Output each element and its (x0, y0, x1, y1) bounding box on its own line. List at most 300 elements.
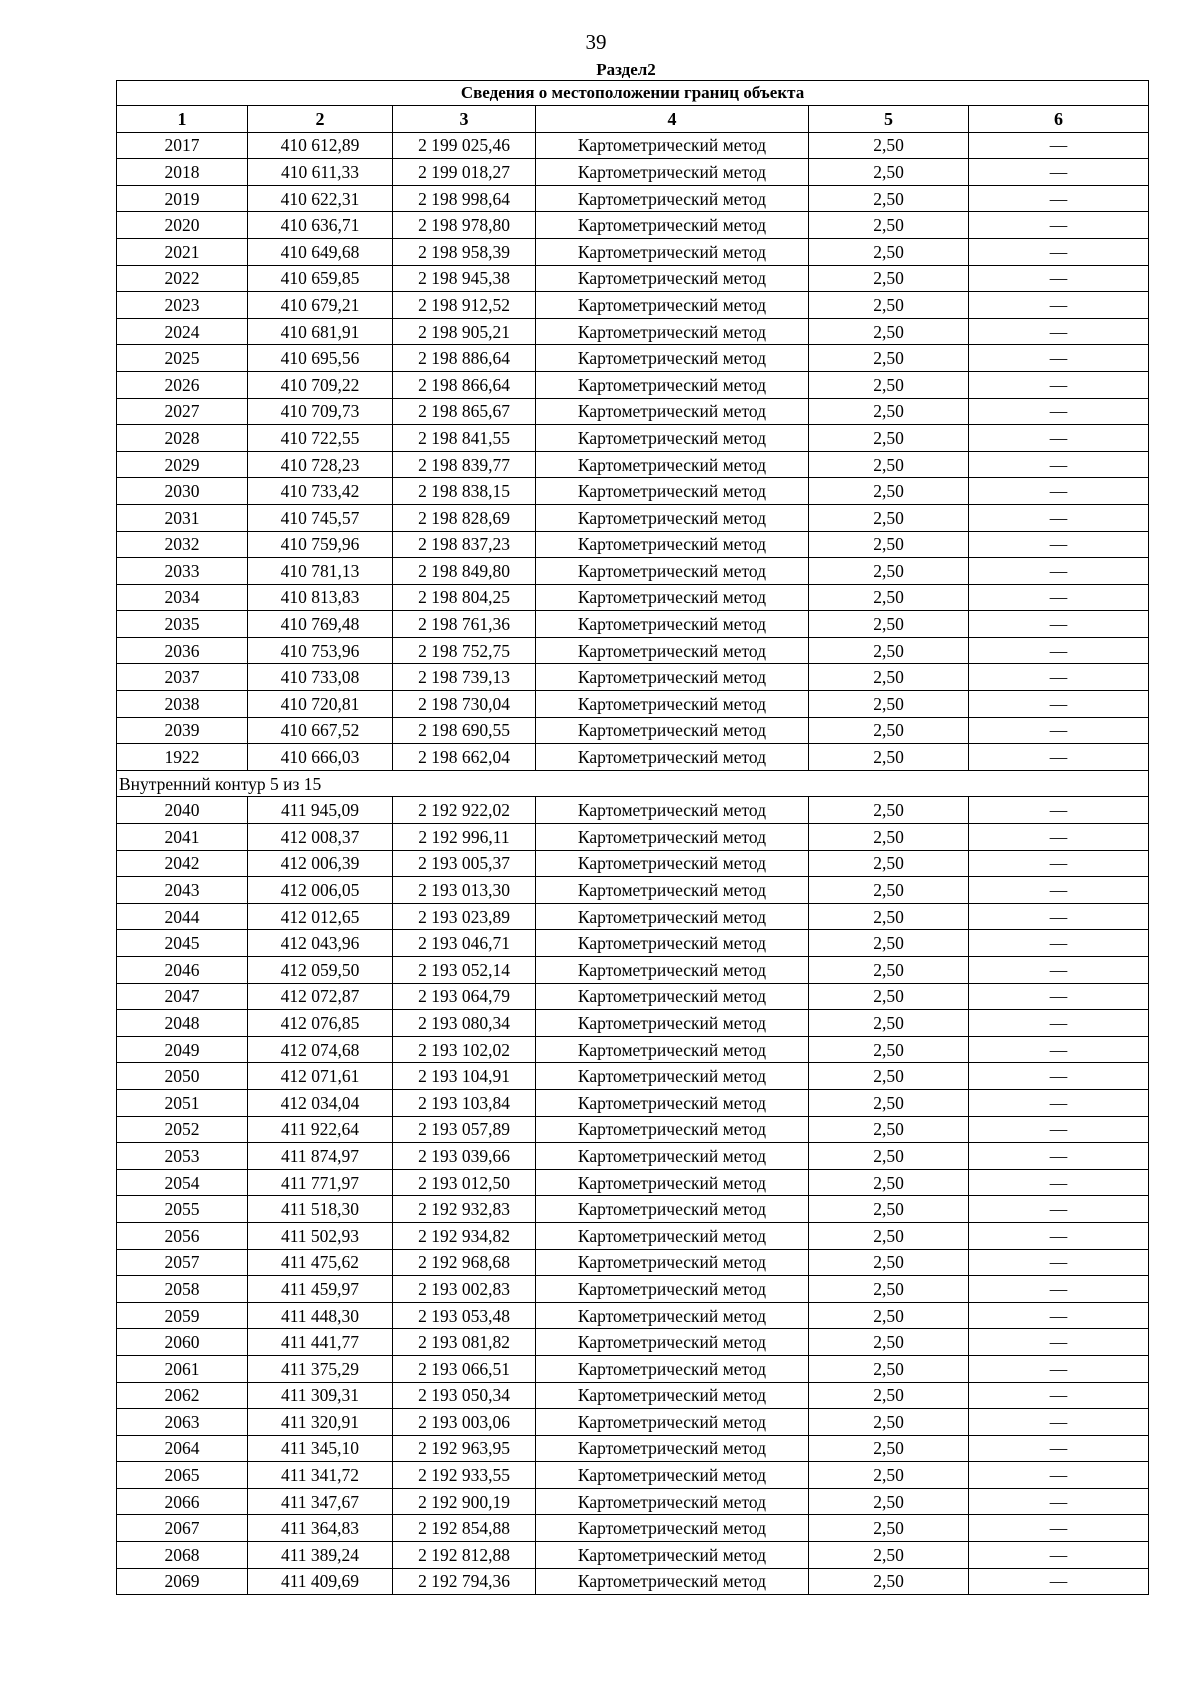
table-row (117, 1169, 1149, 1196)
table-cell: — (969, 930, 1149, 957)
table-cell: 2,50 (809, 1063, 969, 1090)
table-cell: 2 192 934,82 (393, 1222, 536, 1249)
table-cell: — (969, 611, 1149, 638)
table-cell: 2,50 (809, 1249, 969, 1276)
table-cell: — (969, 292, 1149, 319)
table-cell: 2 198 958,39 (393, 238, 536, 265)
table-cell: 2043 (117, 877, 248, 904)
table-cell: 411 448,30 (248, 1302, 393, 1329)
table-cell: — (969, 1568, 1149, 1595)
table-row (117, 504, 1149, 531)
table-cell: Картометрический метод (536, 451, 809, 478)
table-cell: 2030 (117, 478, 248, 505)
table-cell: 2 193 066,51 (393, 1355, 536, 1382)
table-row (117, 345, 1149, 372)
table-cell: 410 781,13 (248, 558, 393, 585)
table-cell: 2,50 (809, 983, 969, 1010)
table-row (117, 877, 1149, 904)
table-row (117, 185, 1149, 212)
table-cell: Картометрический метод (536, 1010, 809, 1037)
table-cell: — (969, 584, 1149, 611)
column-header: 1 (117, 106, 248, 133)
table-cell: 2,50 (809, 1329, 969, 1356)
table-cell: Картометрический метод (536, 1276, 809, 1303)
table-cell: 2 198 828,69 (393, 504, 536, 531)
table-row (117, 611, 1149, 638)
table-cell: 411 922,64 (248, 1116, 393, 1143)
table-cell: 411 409,69 (248, 1568, 393, 1595)
table-cell: 2,50 (809, 558, 969, 585)
table-cell: 2,50 (809, 1409, 969, 1436)
table-cell: Картометрический метод (536, 850, 809, 877)
table-row (117, 238, 1149, 265)
table-cell: Картометрический метод (536, 371, 809, 398)
table-cell: Картометрический метод (536, 903, 809, 930)
table-cell: 2062 (117, 1382, 248, 1409)
table-row (117, 957, 1149, 984)
table-cell: 2 193 103,84 (393, 1089, 536, 1116)
table-cell: — (969, 1462, 1149, 1489)
table-cell: — (969, 398, 1149, 425)
table-cell: 2055 (117, 1196, 248, 1223)
table-cell: 2 192 996,11 (393, 824, 536, 851)
table-cell: 2040 (117, 797, 248, 824)
table-cell: 2039 (117, 717, 248, 744)
boundary-table (116, 80, 1149, 1595)
table-cell: Картометрический метод (536, 877, 809, 904)
table-cell: 2,50 (809, 797, 969, 824)
table-cell: 2,50 (809, 1222, 969, 1249)
table-cell: 2,50 (809, 345, 969, 372)
table-row (117, 292, 1149, 319)
table-cell: 2 193 005,37 (393, 850, 536, 877)
table-row (117, 983, 1149, 1010)
table-cell: — (969, 957, 1149, 984)
table-cell: 2 198 865,67 (393, 398, 536, 425)
table-cell: — (969, 1116, 1149, 1143)
table-cell: 2 193 039,66 (393, 1143, 536, 1170)
table-cell: — (969, 877, 1149, 904)
table-cell: 2,50 (809, 1116, 969, 1143)
table-cell: 2 199 018,27 (393, 159, 536, 186)
table-cell: 2060 (117, 1329, 248, 1356)
table-cell: 2036 (117, 637, 248, 664)
table-cell: 2 198 905,21 (393, 318, 536, 345)
table-row (117, 1276, 1149, 1303)
table-cell: 2 198 752,75 (393, 637, 536, 664)
table-cell: — (969, 1036, 1149, 1063)
table-cell: 2,50 (809, 185, 969, 212)
table-row (117, 1355, 1149, 1382)
table-cell: 411 345,10 (248, 1435, 393, 1462)
table-cell: 2 193 023,89 (393, 903, 536, 930)
table-cell: 2 193 013,30 (393, 877, 536, 904)
table-cell: 2 198 730,04 (393, 691, 536, 718)
table-cell: 412 006,05 (248, 877, 393, 904)
table-cell: Картометрический метод (536, 1355, 809, 1382)
table-cell: 2029 (117, 451, 248, 478)
table-cell: 412 071,61 (248, 1063, 393, 1090)
table-cell: Картометрический метод (536, 1568, 809, 1595)
table-row (117, 1063, 1149, 1090)
table-cell: 2,50 (809, 371, 969, 398)
table-cell: Картометрический метод (536, 531, 809, 558)
table-cell: 410 611,33 (248, 159, 393, 186)
table-cell: 2,50 (809, 1382, 969, 1409)
table-cell: 2,50 (809, 584, 969, 611)
table-cell: Картометрический метод (536, 1222, 809, 1249)
table-cell: 2019 (117, 185, 248, 212)
table-cell: 2 198 690,55 (393, 717, 536, 744)
table-cell: 2065 (117, 1462, 248, 1489)
table-row (117, 824, 1149, 851)
table-cell: 2 198 739,13 (393, 664, 536, 691)
table-cell: Картометрический метод (536, 957, 809, 984)
table-row (117, 1249, 1149, 1276)
table-cell: Картометрический метод (536, 132, 809, 159)
table-cell: 2 198 838,15 (393, 478, 536, 505)
table-caption: Сведения о местоположении границ объекта (117, 81, 1149, 106)
table-cell: 2045 (117, 930, 248, 957)
table-row (117, 159, 1149, 186)
table-cell: 410 745,57 (248, 504, 393, 531)
table-cell: Картометрический метод (536, 1143, 809, 1170)
table-cell: 2026 (117, 371, 248, 398)
table-cell: 2022 (117, 265, 248, 292)
table-cell: 2,50 (809, 1435, 969, 1462)
table-cell: 411 502,93 (248, 1222, 393, 1249)
table-cell: 2 198 866,64 (393, 371, 536, 398)
table-cell: 410 813,83 (248, 584, 393, 611)
table-cell: 2020 (117, 212, 248, 239)
table-cell: — (969, 1488, 1149, 1515)
table-cell: 2054 (117, 1169, 248, 1196)
table-cell: 410 636,71 (248, 212, 393, 239)
table-cell: — (969, 1276, 1149, 1303)
table-row (117, 318, 1149, 345)
table-cell: 2 198 662,04 (393, 744, 536, 771)
table-row (117, 1488, 1149, 1515)
table-cell: 2 198 841,55 (393, 425, 536, 452)
table-row (117, 1143, 1149, 1170)
table-cell: Картометрический метод (536, 744, 809, 771)
table-cell: 2057 (117, 1249, 248, 1276)
table-cell: — (969, 185, 1149, 212)
table-cell: 2041 (117, 824, 248, 851)
table-cell: 2 192 794,36 (393, 1568, 536, 1595)
table-row (117, 1222, 1149, 1249)
table-cell: 2 192 900,19 (393, 1488, 536, 1515)
table-cell: 410 667,52 (248, 717, 393, 744)
table-cell: 412 006,39 (248, 850, 393, 877)
table-row (117, 451, 1149, 478)
table-row (117, 212, 1149, 239)
table-cell: Картометрический метод (536, 584, 809, 611)
table-cell: 2 198 849,80 (393, 558, 536, 585)
table-cell: 2 192 963,95 (393, 1435, 536, 1462)
table-cell: 2 199 025,46 (393, 132, 536, 159)
table-cell: Картометрический метод (536, 930, 809, 957)
table-cell: 2028 (117, 425, 248, 452)
table-row (117, 531, 1149, 558)
table-cell: 2,50 (809, 1089, 969, 1116)
table-cell: Картометрический метод (536, 238, 809, 265)
table-cell: 412 012,65 (248, 903, 393, 930)
table-row (117, 1089, 1149, 1116)
table-cell: — (969, 983, 1149, 1010)
table-cell: 2,50 (809, 850, 969, 877)
column-header: 2 (248, 106, 393, 133)
table-cell: — (969, 1089, 1149, 1116)
table-cell: 2,50 (809, 637, 969, 664)
table-cell: Картометрический метод (536, 1462, 809, 1489)
table-cell: Картометрический метод (536, 398, 809, 425)
table-cell: — (969, 371, 1149, 398)
table-cell: Картометрический метод (536, 1116, 809, 1143)
table-cell: 411 518,30 (248, 1196, 393, 1223)
table-cell: 410 679,21 (248, 292, 393, 319)
table-cell: 2038 (117, 691, 248, 718)
table-cell: Картометрический метод (536, 824, 809, 851)
table-cell: — (969, 265, 1149, 292)
table-cell: — (969, 318, 1149, 345)
table-cell: — (969, 531, 1149, 558)
table-cell: 2,50 (809, 957, 969, 984)
table-cell: 2,50 (809, 1036, 969, 1063)
table-cell: 410 722,55 (248, 425, 393, 452)
table-cell: 410 753,96 (248, 637, 393, 664)
table-cell: 2 193 002,83 (393, 1276, 536, 1303)
table-cell: 2032 (117, 531, 248, 558)
table-cell: — (969, 1196, 1149, 1223)
table-cell: 2044 (117, 903, 248, 930)
table-cell: 2 193 080,34 (393, 1010, 536, 1037)
table-row (117, 1010, 1149, 1037)
table-cell: — (969, 451, 1149, 478)
contour-label: Внутренний контур 5 из 15 (117, 770, 1149, 797)
table-row (117, 398, 1149, 425)
table-body (117, 132, 1149, 1595)
table-cell: 2,50 (809, 611, 969, 638)
section-title: Раздел2 (596, 60, 656, 79)
table-cell: Картометрический метод (536, 478, 809, 505)
table-cell: 2037 (117, 664, 248, 691)
table-row (117, 1462, 1149, 1489)
table-cell: 410 733,08 (248, 664, 393, 691)
table-row (117, 558, 1149, 585)
table-cell: 2 198 761,36 (393, 611, 536, 638)
table-cell: 2048 (117, 1010, 248, 1037)
table-cell: 2,50 (809, 212, 969, 239)
table-cell: 2 193 046,71 (393, 930, 536, 957)
table-cell: 411 347,67 (248, 1488, 393, 1515)
table-row (117, 132, 1149, 159)
table-cell: 411 441,77 (248, 1329, 393, 1356)
table-cell: 2 193 003,06 (393, 1409, 536, 1436)
table-cell: 2 198 886,64 (393, 345, 536, 372)
table-cell: 2 198 912,52 (393, 292, 536, 319)
table-cell: 410 769,48 (248, 611, 393, 638)
table-cell: 2 193 050,34 (393, 1382, 536, 1409)
table-cell: 2067 (117, 1515, 248, 1542)
table-cell: 410 695,56 (248, 345, 393, 372)
column-header: 5 (809, 106, 969, 133)
table-cell: 2,50 (809, 265, 969, 292)
table-cell: — (969, 850, 1149, 877)
table-row (117, 903, 1149, 930)
table-cell: 2,50 (809, 504, 969, 531)
table-cell: — (969, 744, 1149, 771)
table-cell: 410 709,22 (248, 371, 393, 398)
table-cell: — (969, 637, 1149, 664)
table-cell: — (969, 132, 1149, 159)
table-cell: — (969, 717, 1149, 744)
table-cell: Картометрический метод (536, 504, 809, 531)
table-cell: 2 193 052,14 (393, 957, 536, 984)
table-cell: 2,50 (809, 1515, 969, 1542)
table-cell: Картометрический метод (536, 1063, 809, 1090)
table-cell: Картометрический метод (536, 1329, 809, 1356)
table-cell: — (969, 1249, 1149, 1276)
table-cell: 2042 (117, 850, 248, 877)
table-cell: Картометрический метод (536, 637, 809, 664)
table-row (117, 425, 1149, 452)
table-cell: 2,50 (809, 1196, 969, 1223)
table-cell: 2,50 (809, 159, 969, 186)
table-cell: 2050 (117, 1063, 248, 1090)
table-cell: 2,50 (809, 1302, 969, 1329)
table-cell: 2 192 812,88 (393, 1542, 536, 1569)
table-cell: Картометрический метод (536, 1036, 809, 1063)
table-cell: Картометрический метод (536, 1488, 809, 1515)
table-cell: 410 681,91 (248, 318, 393, 345)
table-cell: Картометрический метод (536, 1382, 809, 1409)
table-cell: 2,50 (809, 664, 969, 691)
table-cell: 2,50 (809, 238, 969, 265)
table-cell: 2,50 (809, 744, 969, 771)
table-cell: 410 666,03 (248, 744, 393, 771)
table-row (117, 1382, 1149, 1409)
table-cell: — (969, 824, 1149, 851)
table-cell: 2,50 (809, 1276, 969, 1303)
table-cell: 2,50 (809, 292, 969, 319)
table-cell: — (969, 903, 1149, 930)
table-cell: 410 622,31 (248, 185, 393, 212)
table-cell: 411 771,97 (248, 1169, 393, 1196)
table-cell: 2,50 (809, 478, 969, 505)
table-cell: 2066 (117, 1488, 248, 1515)
table-cell: 2,50 (809, 1169, 969, 1196)
table-row (117, 1435, 1149, 1462)
table-cell: Картометрический метод (536, 797, 809, 824)
column-header: 6 (969, 106, 1149, 133)
table-cell: 2,50 (809, 425, 969, 452)
table-cell: — (969, 1542, 1149, 1569)
table-row (117, 584, 1149, 611)
table-cell: — (969, 1409, 1149, 1436)
table-row (117, 1302, 1149, 1329)
table-cell: — (969, 425, 1149, 452)
table-cell: 2056 (117, 1222, 248, 1249)
table-cell: 2 193 053,48 (393, 1302, 536, 1329)
column-header: 3 (393, 106, 536, 133)
table-cell: — (969, 1169, 1149, 1196)
table-row (117, 1116, 1149, 1143)
table-cell: 2,50 (809, 1355, 969, 1382)
table-cell: 410 759,96 (248, 531, 393, 558)
table-cell: 2,50 (809, 930, 969, 957)
table-cell: Картометрический метод (536, 425, 809, 452)
table-row (117, 850, 1149, 877)
table-cell: — (969, 1329, 1149, 1356)
column-header: 4 (536, 106, 809, 133)
table-cell: 410 728,23 (248, 451, 393, 478)
table-cell: 2027 (117, 398, 248, 425)
page-number: 39 (585, 30, 607, 54)
table-cell: 2017 (117, 132, 248, 159)
table-cell: 2 193 064,79 (393, 983, 536, 1010)
table-cell: Картометрический метод (536, 1169, 809, 1196)
table-header-row (117, 106, 1149, 133)
table-cell: 2059 (117, 1302, 248, 1329)
table-cell: 2034 (117, 584, 248, 611)
table-cell: 2 193 012,50 (393, 1169, 536, 1196)
table-cell: 2 198 839,77 (393, 451, 536, 478)
table-caption-row (117, 81, 1149, 106)
table-cell: 2052 (117, 1116, 248, 1143)
table-cell: Картометрический метод (536, 717, 809, 744)
table-row (117, 371, 1149, 398)
table-cell: 412 008,37 (248, 824, 393, 851)
table-cell: 2,50 (809, 1568, 969, 1595)
table-cell: 2 192 854,88 (393, 1515, 536, 1542)
table-cell: — (969, 1355, 1149, 1382)
table-cell: 2 192 932,83 (393, 1196, 536, 1223)
table-cell: 2,50 (809, 318, 969, 345)
table-cell: 410 733,42 (248, 478, 393, 505)
table-cell: 2,50 (809, 531, 969, 558)
table-cell: 2,50 (809, 1488, 969, 1515)
table-cell: 2064 (117, 1435, 248, 1462)
table-row (117, 797, 1149, 824)
table-cell: 2,50 (809, 132, 969, 159)
table-row (117, 930, 1149, 957)
table-cell: — (969, 504, 1149, 531)
table-cell: 2021 (117, 238, 248, 265)
table-cell: 2,50 (809, 1542, 969, 1569)
table-cell: 2,50 (809, 398, 969, 425)
table-cell: 411 364,83 (248, 1515, 393, 1542)
table-cell: — (969, 797, 1149, 824)
table-cell: Картометрический метод (536, 983, 809, 1010)
table-cell: 2 198 998,64 (393, 185, 536, 212)
section-label-row (117, 770, 1149, 797)
table-cell: Картометрический метод (536, 185, 809, 212)
table-cell: 411 945,09 (248, 797, 393, 824)
table-cell: 2068 (117, 1542, 248, 1569)
table-cell: 2069 (117, 1568, 248, 1595)
table-cell: Картометрический метод (536, 1409, 809, 1436)
table-cell: — (969, 478, 1149, 505)
table-cell: 2,50 (809, 903, 969, 930)
table-cell: Картометрический метод (536, 611, 809, 638)
table-row (117, 265, 1149, 292)
table-cell: 411 309,31 (248, 1382, 393, 1409)
table-cell: Картометрический метод (536, 212, 809, 239)
table-cell: 2053 (117, 1143, 248, 1170)
table-cell: Картометрический метод (536, 159, 809, 186)
table-row (117, 478, 1149, 505)
